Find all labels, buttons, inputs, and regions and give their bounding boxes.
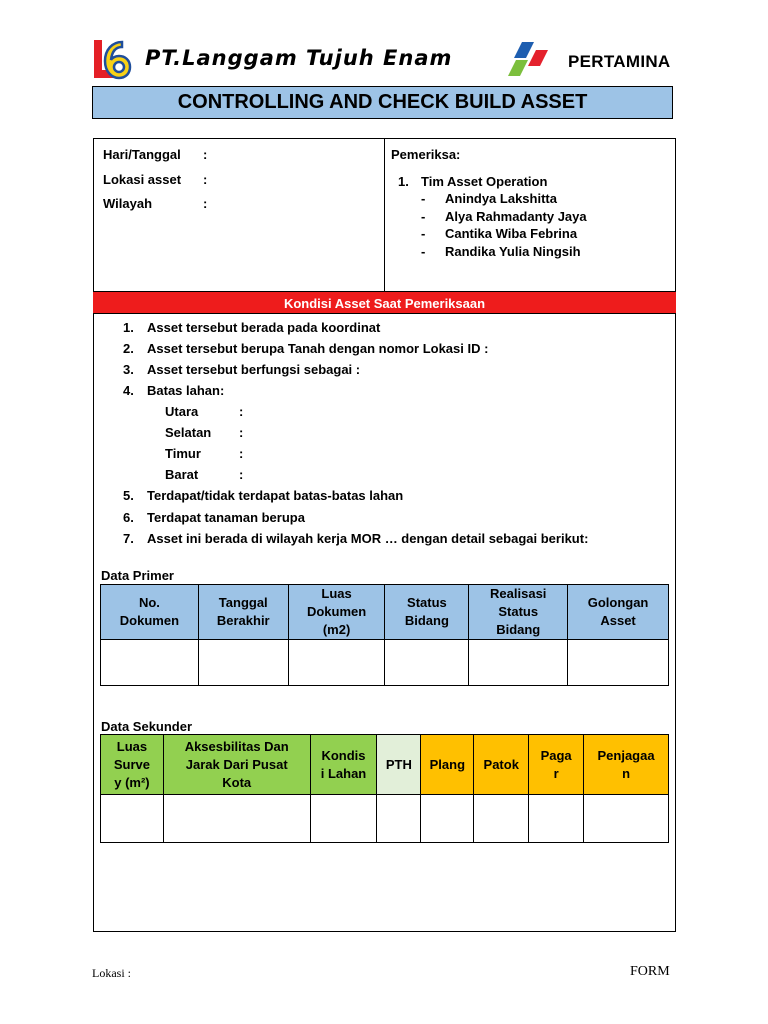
sekunder-input-cell[interactable] (421, 795, 474, 843)
sekunder-input-cell[interactable] (584, 795, 669, 843)
primer-header-cell: Status Bidang (385, 585, 469, 640)
boundary-label: Timur (165, 446, 201, 461)
boundary-colon: : (239, 404, 244, 419)
primer-input-cell[interactable] (385, 640, 469, 686)
primer-input-cell[interactable] (568, 640, 669, 686)
condition-item-number: 2. (123, 341, 134, 356)
pertamina-logo (508, 40, 548, 78)
info-divider (384, 138, 385, 291)
field-label-location: Lokasi asset (103, 172, 182, 187)
primer-input-cell[interactable] (469, 640, 568, 686)
company-name: PT.Langgam Tujuh Enam (145, 46, 453, 70)
inspector-label: Pemeriksa: (391, 147, 461, 162)
member-dash: - (421, 191, 426, 206)
member-name: Alya Rahmadanty Jaya (445, 209, 587, 224)
field-colon-region: : (203, 196, 208, 211)
primer-input-cell[interactable] (101, 640, 199, 686)
sekunder-header-cell: Aksesbilitas Dan Jarak Dari Pusat Kota (163, 735, 310, 795)
member-dash: - (421, 209, 426, 224)
sekunder-input-cell[interactable] (377, 795, 421, 843)
boundary-label: Utara (165, 404, 199, 419)
sekunder-input-cell[interactable] (101, 795, 164, 843)
boundary-colon: : (239, 467, 244, 482)
member-dash: - (421, 244, 426, 259)
member-dash: - (421, 226, 426, 241)
sekunder-input-cell[interactable] (310, 795, 377, 843)
data-sekunder-table (100, 734, 669, 843)
condition-item-text: Terdapat tanaman berupa (147, 510, 305, 525)
condition-item-number: 5. (123, 488, 134, 503)
condition-section-header: Kondisi Asset Saat Pemeriksaan (93, 291, 676, 314)
member-name: Anindya Lakshitta (445, 191, 557, 206)
primer-header-cell: Luas Dokumen (m2) (288, 585, 385, 640)
condition-item-text: Terdapat/tidak terdapat batas-batas lahan (147, 488, 404, 503)
boundary-label: Barat (165, 467, 199, 482)
primer-header-cell: Golongan Asset (568, 585, 669, 640)
sekunder-header-cell: PTH (377, 735, 421, 795)
field-label-date: Hari/Tanggal (103, 147, 181, 162)
pertamina-name: PERTAMINA (568, 52, 671, 71)
footer-location-label: Lokasi : (92, 966, 131, 980)
team-name: Tim Asset Operation (421, 174, 548, 189)
primer-header-cell: No. Dokumen (101, 585, 199, 640)
data-primer-table (100, 584, 669, 686)
condition-item-text: Batas lahan: (147, 383, 225, 398)
data-sekunder-title: Data Sekunder (101, 719, 193, 734)
field-colon-date: : (203, 147, 208, 162)
langgam-logo (92, 38, 132, 80)
condition-item-text: Asset ini berada di wilayah kerja MOR … dengan detail sebagai berikut: (147, 531, 589, 546)
data-primer-title: Data Primer (101, 568, 174, 583)
sekunder-header-cell: Plang (421, 735, 474, 795)
sekunder-input-cell[interactable] (474, 795, 529, 843)
sekunder-header-cell: Luas Surve y (m²) (101, 735, 164, 795)
condition-item-number: 3. (123, 362, 134, 377)
condition-item-number: 6. (123, 510, 134, 525)
primer-input-cell[interactable] (288, 640, 385, 686)
condition-item-number: 4. (123, 383, 134, 398)
member-name: Randika Yulia Ningsih (445, 244, 581, 259)
boundary-colon: : (239, 446, 244, 461)
team-number: 1. (398, 174, 409, 189)
condition-item-number: 7. (123, 531, 134, 546)
footer-form-label: FORM (630, 964, 670, 979)
sekunder-header-cell: Kondis i Lahan (310, 735, 377, 795)
field-label-region: Wilayah (103, 196, 153, 211)
sekunder-header-cell: Paga r (529, 735, 584, 795)
condition-item-text: Asset tersebut berfungsi sebagai : (147, 362, 361, 377)
condition-item-text: Asset tersebut berada pada koordinat (147, 320, 381, 335)
boundary-colon: : (239, 425, 244, 440)
sekunder-input-cell[interactable] (529, 795, 584, 843)
sekunder-header-cell: Patok (474, 735, 529, 795)
field-colon-location: : (203, 172, 208, 187)
condition-item-text: Asset tersebut berupa Tanah dengan nomor Lokasi ID : (147, 341, 489, 356)
primer-header-cell: Tanggal Berakhir (198, 585, 288, 640)
sekunder-header-cell: Penjagaa n (584, 735, 669, 795)
condition-item-number: 1. (123, 320, 134, 335)
boundary-label: Selatan (165, 425, 212, 440)
sekunder-input-cell[interactable] (163, 795, 310, 843)
primer-header-cell: Realisasi Status Bidang (469, 585, 568, 640)
member-name: Cantika Wiba Febrina (445, 226, 578, 241)
primer-input-cell[interactable] (198, 640, 288, 686)
page-title: CONTROLLING AND CHECK BUILD ASSET (92, 86, 673, 119)
